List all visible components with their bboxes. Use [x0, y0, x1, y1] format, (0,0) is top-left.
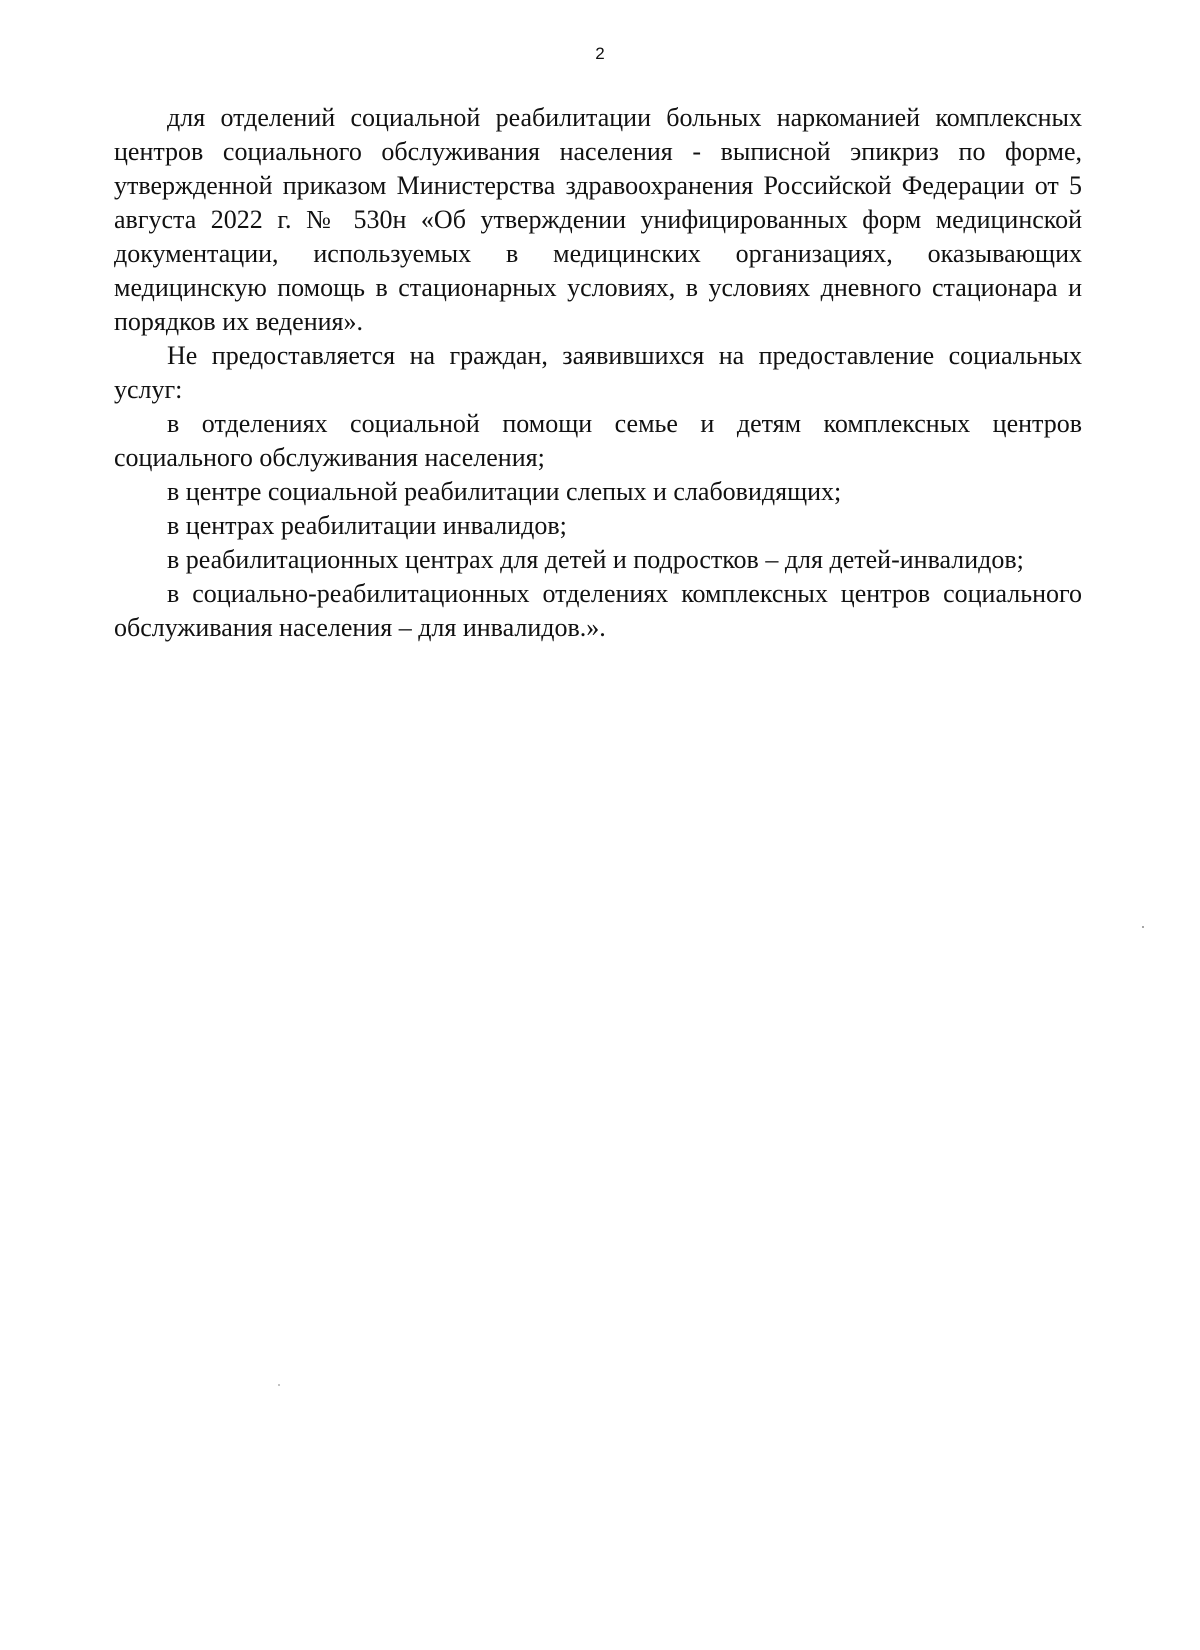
scan-speck: [1142, 926, 1144, 928]
paragraph-family-children-departments: в отделениях социальной помощи семье и детям комплексных центров социального обслуживания населения;: [114, 409, 1082, 472]
paragraph-children-rehab-centers: в реабилитационных центрах для детей и подростков – для детей-инвалидов;: [167, 545, 1024, 574]
page-number: 2: [595, 44, 605, 63]
paragraph-discharge-summary: для отделений социальной реабилитации больных наркоманией комплексных центров социального обслуживания населения - выписной эпикриз по форме, утвержденной приказом Министерства здравоохранения Российской Федерации от 5 августа 2022 г. № 530н «Об утверждении унифицированных форм медицинской документации, используемых в медицинских организациях, оказывающих медицинскую помощь в стационарных условиях, в условиях дневного стационара и порядков их ведения».: [114, 103, 1082, 336]
scan-speck: [278, 1384, 280, 1386]
paragraph-disabled-rehab-centers: в центрах реабилитации инвалидов;: [167, 511, 567, 540]
paragraph-not-provided: Не предоставляется на граждан, заявившихся на предоставление социальных услуг:: [114, 341, 1082, 404]
document-body: [114, 101, 1082, 645]
paragraph-blind-rehab-center: в центре социальной реабилитации слепых и слабовидящих;: [167, 477, 842, 506]
paragraph-social-rehab-departments: в социально-реабилитационных отделениях комплексных центров социального обслуживания населения – для инвалидов.».: [114, 579, 1082, 642]
